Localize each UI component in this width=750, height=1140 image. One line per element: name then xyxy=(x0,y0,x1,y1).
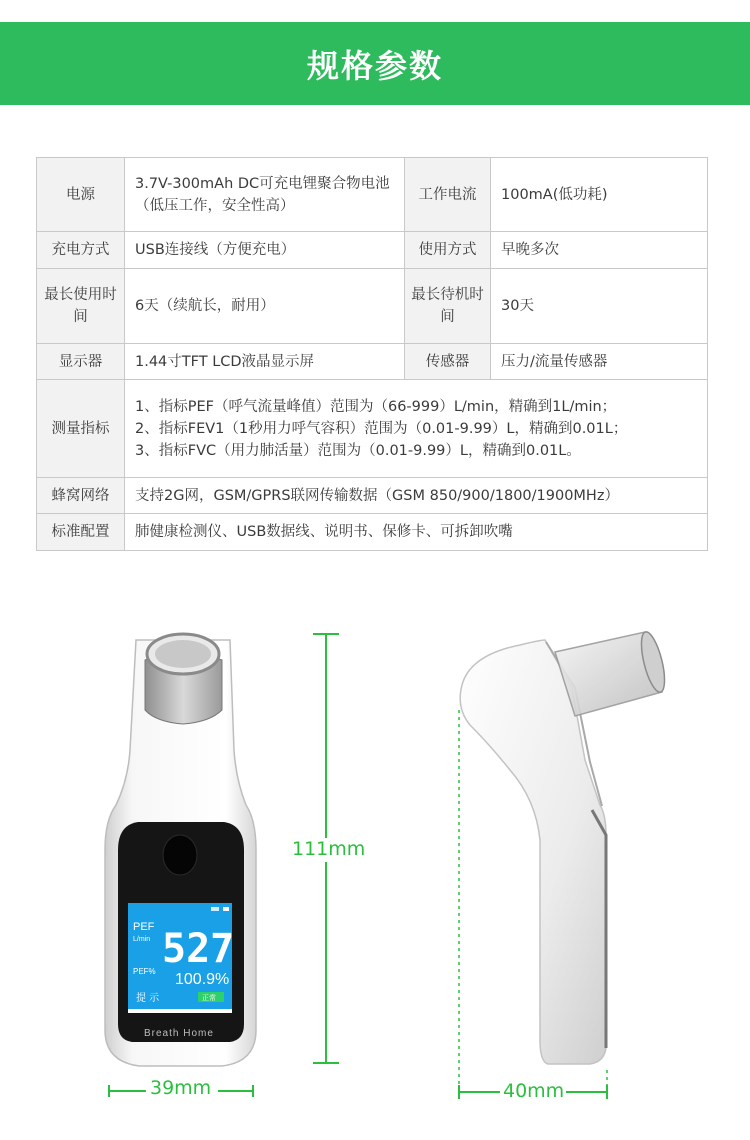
dimension-height-label: 111mm xyxy=(292,838,366,860)
table-row xyxy=(37,380,708,478)
spec-label: 测量指标 xyxy=(37,380,125,478)
screen-hint: 提 示 xyxy=(136,993,160,1004)
signal-icon xyxy=(211,907,219,911)
spec-line: 1、指标PEF（呼气流量峰值）范围为（66-999）L/min，精确到1L/min； xyxy=(135,398,617,415)
spec-label: 最长使用时间 xyxy=(37,269,125,344)
spec-value xyxy=(125,380,708,478)
dimension-depth-label: 40mm xyxy=(503,1080,565,1102)
header-banner xyxy=(0,22,750,105)
spec-label: 传感器 xyxy=(405,344,491,380)
table-row xyxy=(37,269,708,344)
spec-label: 标准配置 xyxy=(37,514,125,551)
spec-label: 工作电流 xyxy=(405,158,491,232)
table-row xyxy=(37,344,708,380)
device-drawing xyxy=(0,600,750,1140)
spec-value: 1.44寸TFT LCD液晶显示屏 xyxy=(125,344,405,380)
device-side-view xyxy=(460,630,669,1064)
screen-value: 527 xyxy=(162,926,235,972)
spec-label: 蜂窝网络 xyxy=(37,478,125,514)
spec-label: 电源 xyxy=(37,158,125,232)
spec-label: 使用方式 xyxy=(405,232,491,269)
spec-label: 显示器 xyxy=(37,344,125,380)
battery-icon xyxy=(223,907,229,911)
product-illustration xyxy=(0,600,750,1140)
screen-pct-value: 100.9% xyxy=(175,971,230,988)
spec-table xyxy=(36,157,708,551)
spec-value: 早晚多次 xyxy=(491,232,708,269)
table-row xyxy=(37,514,708,551)
screen-unit: L/min xyxy=(133,936,151,943)
spec-value: USB连接线（方便充电） xyxy=(125,232,405,269)
spec-value: 支持2G网，GSM/GPRS联网传输数据（GSM 850/900/1800/1900MHz） xyxy=(125,478,708,514)
screen-pef-label: PEF xyxy=(133,921,155,933)
screen-status: 正常 xyxy=(202,994,216,1002)
spec-line: 3、指标FVC（用力肺活量）范围为（0.01-9.99）L，精确到0.01L。 xyxy=(135,442,581,459)
dimension-width-label: 39mm xyxy=(150,1077,212,1099)
device-front-view xyxy=(105,634,256,1066)
page-title: 规格参数 xyxy=(306,46,443,85)
brand-label: Breath Home xyxy=(144,1028,214,1039)
top-strip xyxy=(0,0,750,22)
spec-line: 2、指标FEV1（1秒用力呼气容积）范围为（0.01-9.99）L，精确到0.01L； xyxy=(135,420,628,437)
spec-label: 最长待机时间 xyxy=(405,269,491,344)
table-row xyxy=(37,232,708,269)
spec-label: 充电方式 xyxy=(37,232,125,269)
spec-value: 3.7V-300mAh DC可充电锂聚合物电池（低压工作，安全性高） xyxy=(125,158,405,232)
screen-pct-label: PEF% xyxy=(133,967,156,976)
table-row xyxy=(37,478,708,514)
spec-value: 6天（续航长，耐用） xyxy=(125,269,405,344)
spec-value: 肺健康检测仪、USB数据线、说明书、保修卡、可拆卸吹嘴 xyxy=(125,514,708,551)
table-row xyxy=(37,158,708,232)
spec-value: 压力/流量传感器 xyxy=(491,344,708,380)
spec-value: 30天 xyxy=(491,269,708,344)
spec-value: 100mA(低功耗) xyxy=(491,158,708,232)
